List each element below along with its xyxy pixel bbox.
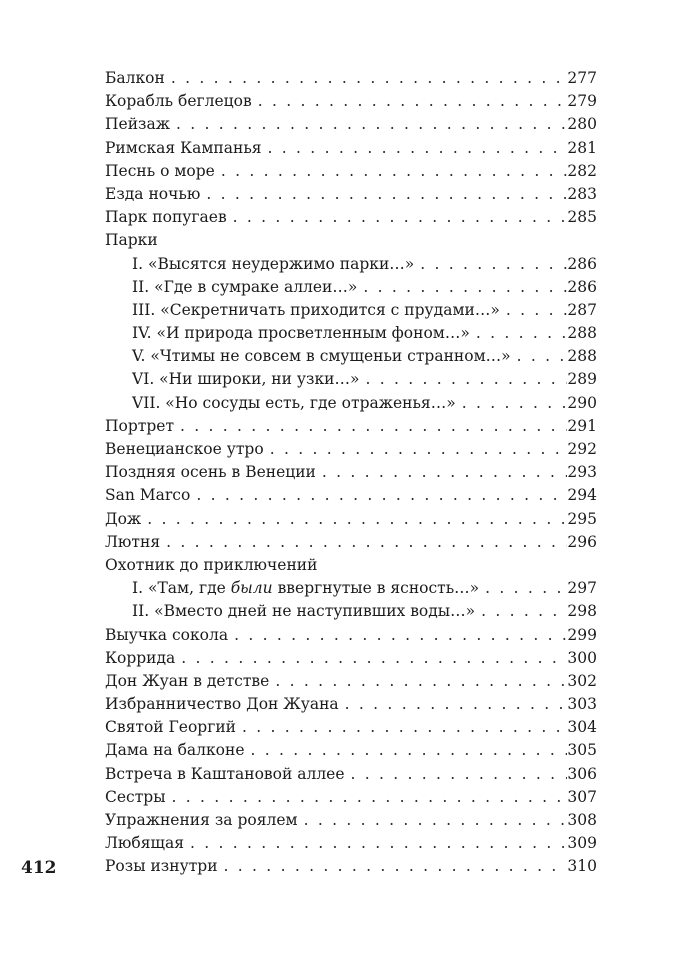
leader-dots: [476, 322, 567, 345]
toc-entry: [105, 739, 597, 762]
leader-dots: [206, 183, 567, 206]
leader-dots: [147, 508, 567, 531]
entry-title: Святой Георгий: [105, 718, 237, 737]
entry-title: Охотник до приключений: [105, 555, 318, 574]
entry-page-number: 285: [567, 208, 597, 227]
leader-dots: [462, 392, 567, 415]
entry-title: VII. «Но сосуды есть, где отраженья…»: [132, 393, 456, 412]
entry-title: San Marco: [105, 486, 191, 505]
entry-title: II. «Где в сумраке аллеи…»: [132, 277, 358, 296]
toc-entry: [105, 137, 597, 160]
leader-dots: [224, 855, 567, 878]
entry-title: Корабль беглецов: [105, 92, 252, 111]
toc-entry: [105, 670, 597, 693]
entry-page-number: 288: [567, 347, 597, 366]
entry-title: Поздняя осень в Венеции: [105, 463, 316, 482]
toc-subentry: [105, 600, 597, 623]
leader-dots: [172, 786, 567, 809]
leader-dots: [304, 809, 567, 832]
leader-dots: [420, 253, 567, 276]
toc-subentry: [105, 276, 597, 299]
entry-title: Выучка сокола: [105, 625, 229, 644]
entry-title: Избранничество Дон Жуана: [105, 695, 339, 714]
toc-entry: [105, 67, 597, 90]
table-of-contents: [105, 67, 597, 879]
entry-title: Парки: [105, 231, 158, 250]
toc-subentry: [105, 299, 597, 322]
entry-title: IV. «И природа просветленным фоном…»: [132, 324, 470, 343]
leader-dots: [166, 531, 567, 554]
toc-entry: [105, 461, 597, 484]
leader-dots: [221, 160, 567, 183]
entry-page-number: 309: [567, 834, 597, 853]
entry-title: Балкон: [105, 69, 165, 87]
entry-title: Лютня: [105, 532, 161, 551]
toc-entry: [105, 716, 597, 739]
entry-title: II. «Вместо дней не наступивших воды…»: [132, 602, 476, 621]
toc-entry: [105, 554, 597, 577]
toc-subentry: [105, 322, 597, 345]
entry-page-number: 286: [567, 254, 597, 273]
entry-title: Дож: [105, 509, 142, 528]
page-number: 412: [21, 858, 57, 878]
toc-entry: [105, 531, 597, 554]
entry-page-number: 277: [567, 69, 597, 87]
toc-entry: [105, 693, 597, 716]
entry-page-number: 287: [567, 300, 597, 319]
leader-dots: [345, 693, 567, 716]
entry-title: Розы изнутри: [105, 857, 218, 876]
toc-entry: [105, 113, 597, 136]
entry-page-number: 300: [567, 648, 597, 667]
entry-title: Пейзаж: [105, 115, 170, 134]
entry-page-number: 307: [567, 787, 597, 806]
leader-dots: [481, 600, 567, 623]
entry-page-number: 306: [567, 764, 597, 783]
toc-entry: [105, 415, 597, 438]
leader-dots: [365, 368, 567, 391]
entry-page-number: 282: [567, 161, 597, 180]
entry-title: Сестры: [105, 787, 166, 806]
toc-entry: [105, 160, 597, 183]
entry-page-number: 279: [567, 92, 597, 111]
entry-page-number: 305: [567, 741, 597, 760]
entry-page-number: 280: [567, 115, 597, 134]
entry-title: Песнь о море: [105, 161, 215, 180]
entry-page-number: 292: [567, 440, 597, 458]
entry-page-number: 291: [567, 416, 597, 435]
entry-title: Упражнения за роялем: [105, 811, 298, 829]
leader-dots: [181, 647, 567, 670]
entry-page-number: 308: [567, 811, 597, 829]
leader-dots: [275, 670, 567, 693]
leader-dots: [176, 113, 567, 136]
toc-entry: [105, 855, 597, 878]
toc-entry: [105, 624, 597, 647]
toc-entry: [105, 183, 597, 206]
toc-entry: [105, 809, 597, 832]
entry-title: Встреча в Каштановой аллее: [105, 764, 345, 783]
leader-dots: [180, 415, 567, 438]
leader-dots: [251, 739, 567, 762]
entry-page-number: 298: [567, 602, 597, 621]
toc-entry: [105, 832, 597, 855]
toc-subentry: [105, 392, 597, 415]
entry-page-number: 310: [567, 857, 597, 876]
toc-entry: [105, 647, 597, 670]
entry-title: Коррида: [105, 648, 176, 667]
entry-title: I. «Высятся неудержимо парки…»: [132, 254, 415, 273]
leader-dots: [517, 345, 567, 368]
entry-page-number: 303: [567, 695, 597, 714]
toc-entry: [105, 438, 597, 461]
toc-entry: [105, 508, 597, 531]
entry-title: Дон Жуан в детстве: [105, 671, 270, 690]
toc-entry: [105, 229, 597, 252]
entry-page-number: 304: [567, 718, 597, 737]
entry-title: Любящая: [105, 834, 184, 853]
entry-page-number: 289: [567, 370, 597, 389]
entry-title: Венецианское утро: [105, 440, 264, 458]
entry-title: Римская Кампанья: [105, 138, 262, 157]
leader-dots: [268, 137, 567, 160]
leader-dots: [258, 90, 567, 113]
toc-subentry: [105, 368, 597, 391]
leader-dots: [190, 832, 567, 855]
leader-dots: [242, 716, 567, 739]
leader-dots: [351, 763, 567, 786]
entry-page-number: 290: [567, 393, 597, 412]
leader-dots: [363, 276, 567, 299]
entry-page-number: 293: [567, 463, 597, 482]
leader-dots: [322, 461, 567, 484]
entry-title: Езда ночью: [105, 184, 201, 203]
leader-dots: [233, 206, 567, 229]
toc-subentry: [105, 345, 597, 368]
entry-title: III. «Секретничать приходится с прудами…»: [132, 300, 500, 319]
entry-page-number: 296: [567, 532, 597, 551]
toc-entry: [105, 206, 597, 229]
entry-page-number: 281: [567, 138, 597, 157]
entry-title: I. «Там, где были ввергнутые в ясность…»: [132, 579, 480, 598]
leader-dots: [506, 299, 567, 322]
entry-title: Портрет: [105, 416, 175, 435]
leader-dots: [171, 67, 567, 90]
leader-dots: [234, 624, 567, 647]
entry-page-number: 299: [567, 625, 597, 644]
entry-page-number: 286: [567, 277, 597, 296]
entry-page-number: 295: [567, 509, 597, 528]
entry-page-number: 283: [567, 184, 597, 203]
leader-dots: [485, 577, 567, 600]
toc-entry: [105, 90, 597, 113]
entry-title: VI. «Ни широки, ни узки…»: [132, 370, 360, 389]
leader-dots: [270, 438, 567, 461]
entry-page-number: 294: [567, 486, 597, 505]
toc-subentry: [105, 253, 597, 276]
entry-title: Парк попугаев: [105, 208, 227, 227]
leader-dots: [196, 484, 567, 507]
entry-page-number: 288: [567, 324, 597, 343]
entry-page-number: 297: [567, 579, 597, 598]
toc-subentry: [105, 577, 597, 600]
entry-title: V. «Чтимы не совсем в смущеньи странном…»: [132, 347, 511, 366]
toc-entry: [105, 786, 597, 809]
entry-page-number: 302: [567, 671, 597, 690]
toc-entry: [105, 763, 597, 786]
toc-entry: [105, 484, 597, 507]
entry-title: Дама на балконе: [105, 741, 245, 760]
